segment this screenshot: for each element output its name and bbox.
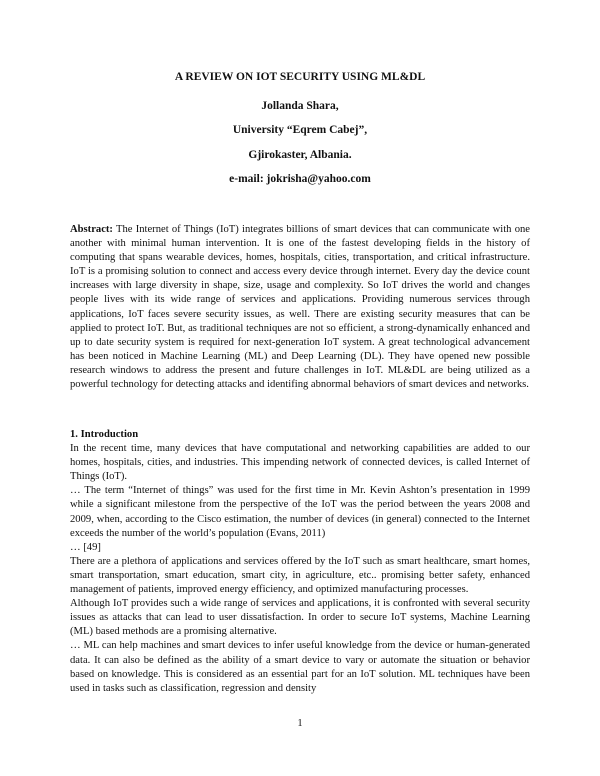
page-number: 1	[297, 718, 303, 729]
introduction-heading: 1. Introduction	[70, 429, 139, 440]
abstract-label: Abstract:	[70, 224, 113, 235]
intro-citation: … [49]	[70, 541, 101, 553]
intro-paragraph: There are a plethora of applications and services offered by the IoT such as smart healthcare, smart homes, smart transportation, smart education, smart city, in agriculture, etc.. promising better safety, enhanced management of patients, improved energy efficiency, and optimized manufacturing processes.	[70, 555, 530, 596]
abstract-paragraph	[70, 223, 530, 392]
author-location: Gjirokaster, Albania.	[248, 149, 352, 161]
intro-paragraph: … The term “Internet of things” was used for the first time in Mr. Kevin Ashton’s presentation in 1999 while a significant milestone from the perspective of the IoT was the period between the years 2008 and 2009, when, according to the Cisco estimation, the number of devices (in general) connected to the Internet exceeds the number of the world’s population (Evans, 2011)	[70, 485, 530, 539]
introduction-section	[70, 428, 530, 696]
author-affiliation: University “Eqrem Cabej”,	[232, 124, 368, 136]
author-email: e-mail: jokrisha@yahoo.com	[229, 173, 371, 185]
intro-paragraph: … ML can help machines and smart devices to infer useful knowledge from the device or human-generated data. It can also be defined as the ability of a smart device to vary or automate the situation or behavior based on knowledge. This is considered as an essential part for an IoT solution. ML techniques have been used in tasks such as classification, regression and density	[70, 640, 530, 694]
intro-paragraph: In the recent time, many devices that have computational and networking capabilities are added to our homes, hospitals, cities, and industries. This impending network of connected devices, is called Internet of Things (IoT).	[70, 443, 530, 483]
abstract-text: The Internet of Things (IoT) integrates billions of smart devices that can communicate with one another with minimal human intervention. It is one of the fastest developing fields in the history of computing that spans wearable devices, homes, hospitals, cities, transportation, and critical infrastructure. IoT is a promising solution to connect and access every device through internet. Every day the device count increases with large diversity in shape, size, usage and complexity. So IoT drives the world and changes people lives with its wide range of services and applications. Providing numerous services through applications, IoT faces severe security issues, as well. There are existing security measures that can be applied to protect IoT. But, as traditional techniques are not so efficient, a strong-dynamically enhanced and up to date security system is required for next-generation IoT system. A great technological advancement has been noticed in Machine Learning (ML) and Deep Learning (DL). They have opened new possible research windows to address the present and future challenges in IoT. ML&DL are being utilized as a powerful technology for detecting attacks and identifing abnormal behaviors of smart devices and networks.	[70, 224, 530, 391]
author-name: Jollanda Shara,	[261, 100, 339, 112]
intro-paragraph: Although IoT provides such a wide range of services and applications, it is confronted with several security issues as attacks that can lead to user dissatisfaction. In order to secure IoT systems, Machine Learning (ML) based methods are a promising alternative.	[70, 598, 530, 638]
abstract-section	[70, 223, 530, 392]
paper-title: A REVIEW ON IOT SECURITY USING ML&DL	[174, 71, 426, 83]
